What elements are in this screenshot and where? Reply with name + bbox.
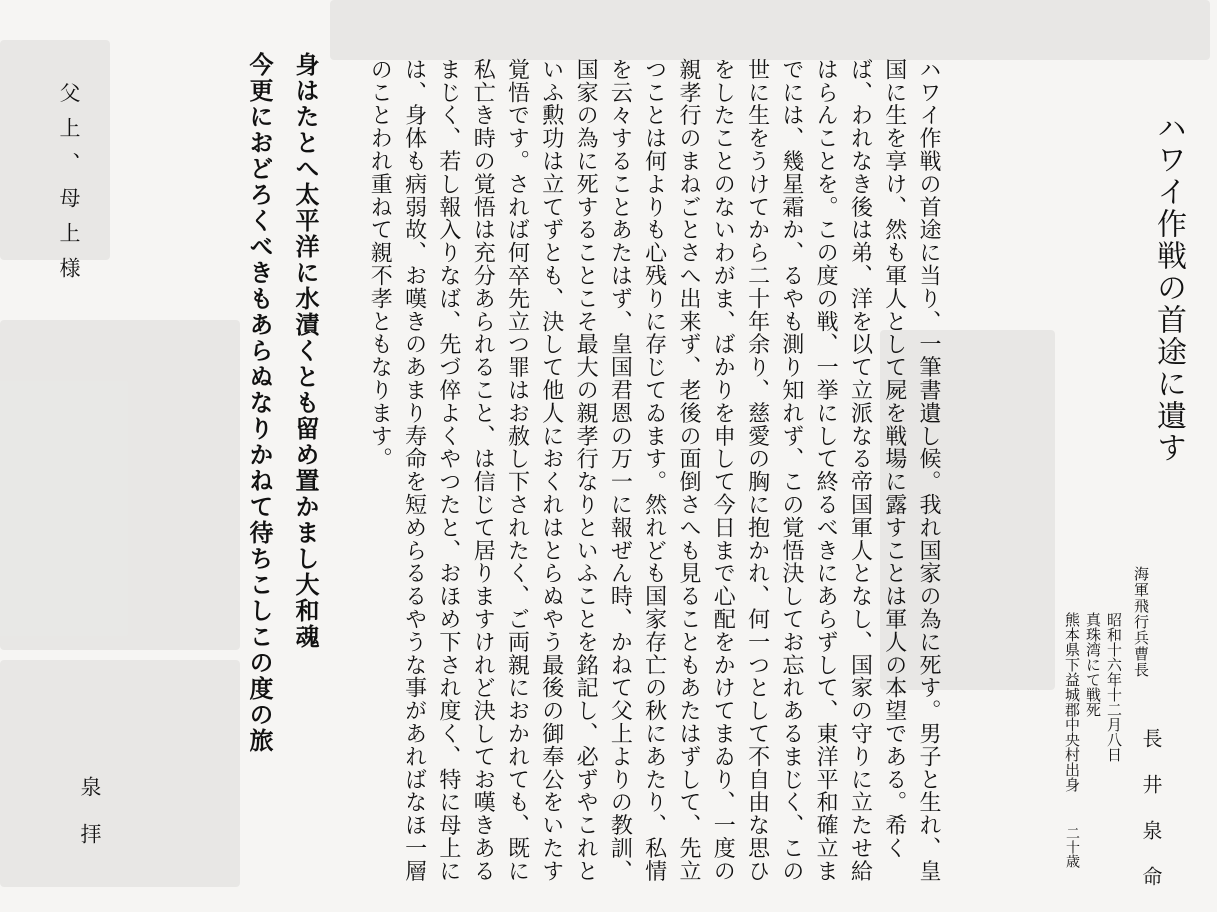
- author-date: 昭和十六年十二月八日: [1105, 612, 1123, 762]
- background-print-shadow: [0, 320, 240, 650]
- letter-title: ハワイ作戦の首途に遺す: [1151, 112, 1186, 464]
- author-place-of-death: 真珠湾にて戦死: [1084, 612, 1102, 717]
- signature: 泉拝: [78, 776, 102, 870]
- author-origin: 熊本県下益城郡中央村出身: [1063, 612, 1081, 792]
- author-rank: 海軍飛行兵曹長: [1132, 566, 1150, 678]
- author-age: 二十歳: [1064, 826, 1080, 868]
- addressee: 父上、母上様: [57, 82, 81, 292]
- death-poem-line-1: 身はたとへ太平洋に水漬くとも留め置かまし大和魂: [291, 52, 320, 650]
- letter-body: [362, 58, 945, 888]
- death-poem-line-2: 今更におどろくべきもあらぬなりかねて待ちこしこの度の旅: [245, 52, 274, 754]
- background-print-shadow: [330, 0, 1210, 60]
- background-print-shadow: [0, 660, 240, 887]
- letter-body-text: ハワイ作戦の首途に当り、一筆書遺し候。我れ国家の為に死す。男子と生れ、皇国に生を享け、然も軍人として屍を戦場に露すことは軍人の本望である。希くば、われなき後は弟、洋を以て立派なる帝国軍人となし、国家の守りに立たせ給はらんことを。この度の戦、一挙にして終るべきにあらずして、東洋平和確立までには、幾星霜か、るやも測り知れず、この覚悟決してお忘れあるまじく、この世に生をうけてから二十年余り、慈愛の胸に抱かれ、何一つとして不自由な思ひをしたことのないわがま、ばかりを申して今日まで心配をかけてまゐり、一度の親孝行のまねごとさへ出来ず、老後の面倒さへも見ることもあたはずして、先立つことは何よりも心残りに存じてゐます。然れども国家存亡の秋にあたり、私情を云々することあたはず、皇国君恩の万一に報ぜん時、かねて父上よりの教訓、国家の為に死することこそ最大の親孝行なりといふことを銘記し、必ずやこれといふ勲功は立てずとも、決して他人におくれはとらぬやう最後の御奉公をいたす覚悟です。されば何卒先立つ罪はお赦し下されたく、ご両親におかれても、既に私亡き時の覚悟は充分あられること、は信じて居りますけれど決してお嘆きあるまじく、若し報入りなば、先づ倅よくやつたと、おほめ下され度く、特に母上には、身体も病弱故、お嘆きのあまり寿命を短めらるるやうな事があればなほ一層のことわれ重ねて親不孝ともなります。: [367, 58, 942, 883]
- author-name: 長井泉命: [1139, 728, 1163, 912]
